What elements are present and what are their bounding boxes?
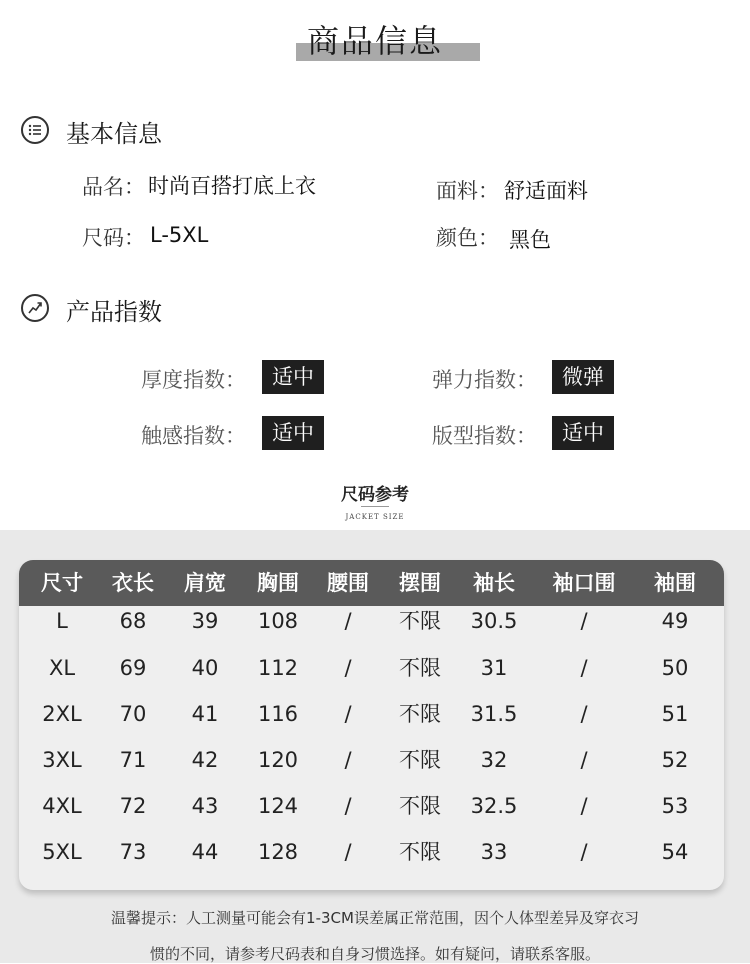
- info-label-color: 颜色：: [436, 226, 499, 250]
- table-cell: /: [344, 656, 352, 680]
- table-header-cell: 腰围: [327, 571, 369, 595]
- table-cell: 5XL: [42, 840, 82, 864]
- size-reference-divider: [361, 506, 389, 507]
- table-header-cell: 袖长: [473, 571, 515, 595]
- table-cell: 124: [257, 794, 299, 818]
- table-cell: 49: [661, 609, 689, 633]
- table-cell: /: [344, 748, 352, 772]
- table-cell: 73: [119, 840, 147, 864]
- table-cell: 39: [191, 609, 219, 633]
- table-cell: 31: [480, 656, 508, 680]
- table-header-cell: 袖口围: [552, 571, 616, 595]
- table-cell: 68: [119, 609, 147, 633]
- table-cell: 33: [480, 840, 508, 864]
- table-cell: 30.5: [470, 609, 518, 633]
- trend-chart-icon: [21, 294, 49, 322]
- table-cell: /: [580, 794, 588, 818]
- index-badge-elasticity: 微弹: [552, 360, 614, 394]
- page-title: 商品信息: [306, 22, 443, 60]
- table-cell: 128: [257, 840, 299, 864]
- table-header-cell: 尺寸: [41, 571, 83, 595]
- size-table: [19, 560, 724, 890]
- index-label-fit: 版型指数：: [432, 424, 537, 448]
- table-header-cell: 胸围: [257, 571, 299, 595]
- table-cell: 不限: [399, 609, 441, 633]
- table-cell: 71: [119, 748, 147, 772]
- basic-info-title: 基本信息: [66, 120, 162, 148]
- table-header-cell: 袖围: [654, 571, 696, 595]
- table-cell: /: [580, 748, 588, 772]
- info-value-size: L-5XL: [150, 223, 209, 247]
- size-reference-subtitle: JACKET SIZE: [345, 513, 405, 521]
- table-cell: /: [580, 702, 588, 726]
- table-cell: 不限: [399, 656, 441, 680]
- info-label-name: 品名：: [82, 175, 145, 199]
- table-cell: 44: [191, 840, 219, 864]
- table-cell: 4XL: [42, 794, 82, 818]
- table-cell: /: [344, 702, 352, 726]
- table-cell: 32: [480, 748, 508, 772]
- index-badge-touch: 适中: [262, 416, 324, 450]
- table-cell: /: [344, 609, 352, 633]
- note-line-2: 惯的不同，请参考尺码表和自身习惯选择。如有疑问，请联系客服。: [149, 945, 600, 963]
- table-cell: 108: [257, 609, 299, 633]
- index-label-touch: 触感指数：: [141, 424, 246, 448]
- info-label-size: 尺码：: [82, 226, 145, 250]
- list-icon: [21, 116, 49, 144]
- table-cell: XL: [48, 656, 76, 680]
- note-line-1: 温馨提示：人工测量可能会有1-3CM误差属正常范围，因个人体型差异及穿衣习: [111, 909, 639, 927]
- index-badge-fit: 适中: [552, 416, 614, 450]
- table-cell: /: [580, 656, 588, 680]
- table-cell: 不限: [399, 748, 441, 772]
- size-reference-title: 尺码参考: [341, 485, 409, 505]
- product-index-title: 产品指数: [66, 298, 162, 326]
- table-cell: /: [344, 794, 352, 818]
- info-value-name: 时尚百搭打底上衣: [148, 174, 316, 198]
- index-label-thickness: 厚度指数：: [141, 368, 246, 392]
- table-cell: 70: [119, 702, 147, 726]
- table-cell: /: [580, 840, 588, 864]
- info-label-fabric: 面料：: [436, 179, 499, 203]
- table-cell: 32.5: [470, 794, 518, 818]
- table-cell: 41: [191, 702, 219, 726]
- table-cell: 42: [191, 748, 219, 772]
- info-value-fabric: 舒适面料: [504, 179, 588, 203]
- table-cell: 116: [257, 702, 299, 726]
- table-cell: L: [56, 609, 68, 633]
- table-cell: 52: [661, 748, 689, 772]
- table-cell: 43: [191, 794, 219, 818]
- table-cell: 不限: [399, 702, 441, 726]
- index-badge-thickness: 适中: [262, 360, 324, 394]
- table-cell: 40: [191, 656, 219, 680]
- index-label-elasticity: 弹力指数：: [432, 368, 537, 392]
- table-cell: 120: [257, 748, 299, 772]
- table-cell: /: [580, 609, 588, 633]
- table-header-cell: 摆围: [399, 571, 441, 595]
- table-header-cell: 肩宽: [184, 571, 226, 595]
- table-cell: 不限: [399, 794, 441, 818]
- table-cell: 54: [661, 840, 689, 864]
- table-header-cell: 衣长: [112, 571, 154, 595]
- info-value-color: 黑色: [509, 228, 551, 252]
- table-cell: 31.5: [470, 702, 518, 726]
- table-cell: 72: [119, 794, 147, 818]
- table-cell: 53: [661, 794, 689, 818]
- table-cell: 3XL: [42, 748, 82, 772]
- table-cell: 112: [257, 656, 299, 680]
- table-cell: 2XL: [42, 702, 82, 726]
- table-cell: 50: [661, 656, 689, 680]
- table-cell: 69: [119, 656, 147, 680]
- table-cell: 51: [661, 702, 689, 726]
- table-cell: 不限: [399, 840, 441, 864]
- table-cell: /: [344, 840, 352, 864]
